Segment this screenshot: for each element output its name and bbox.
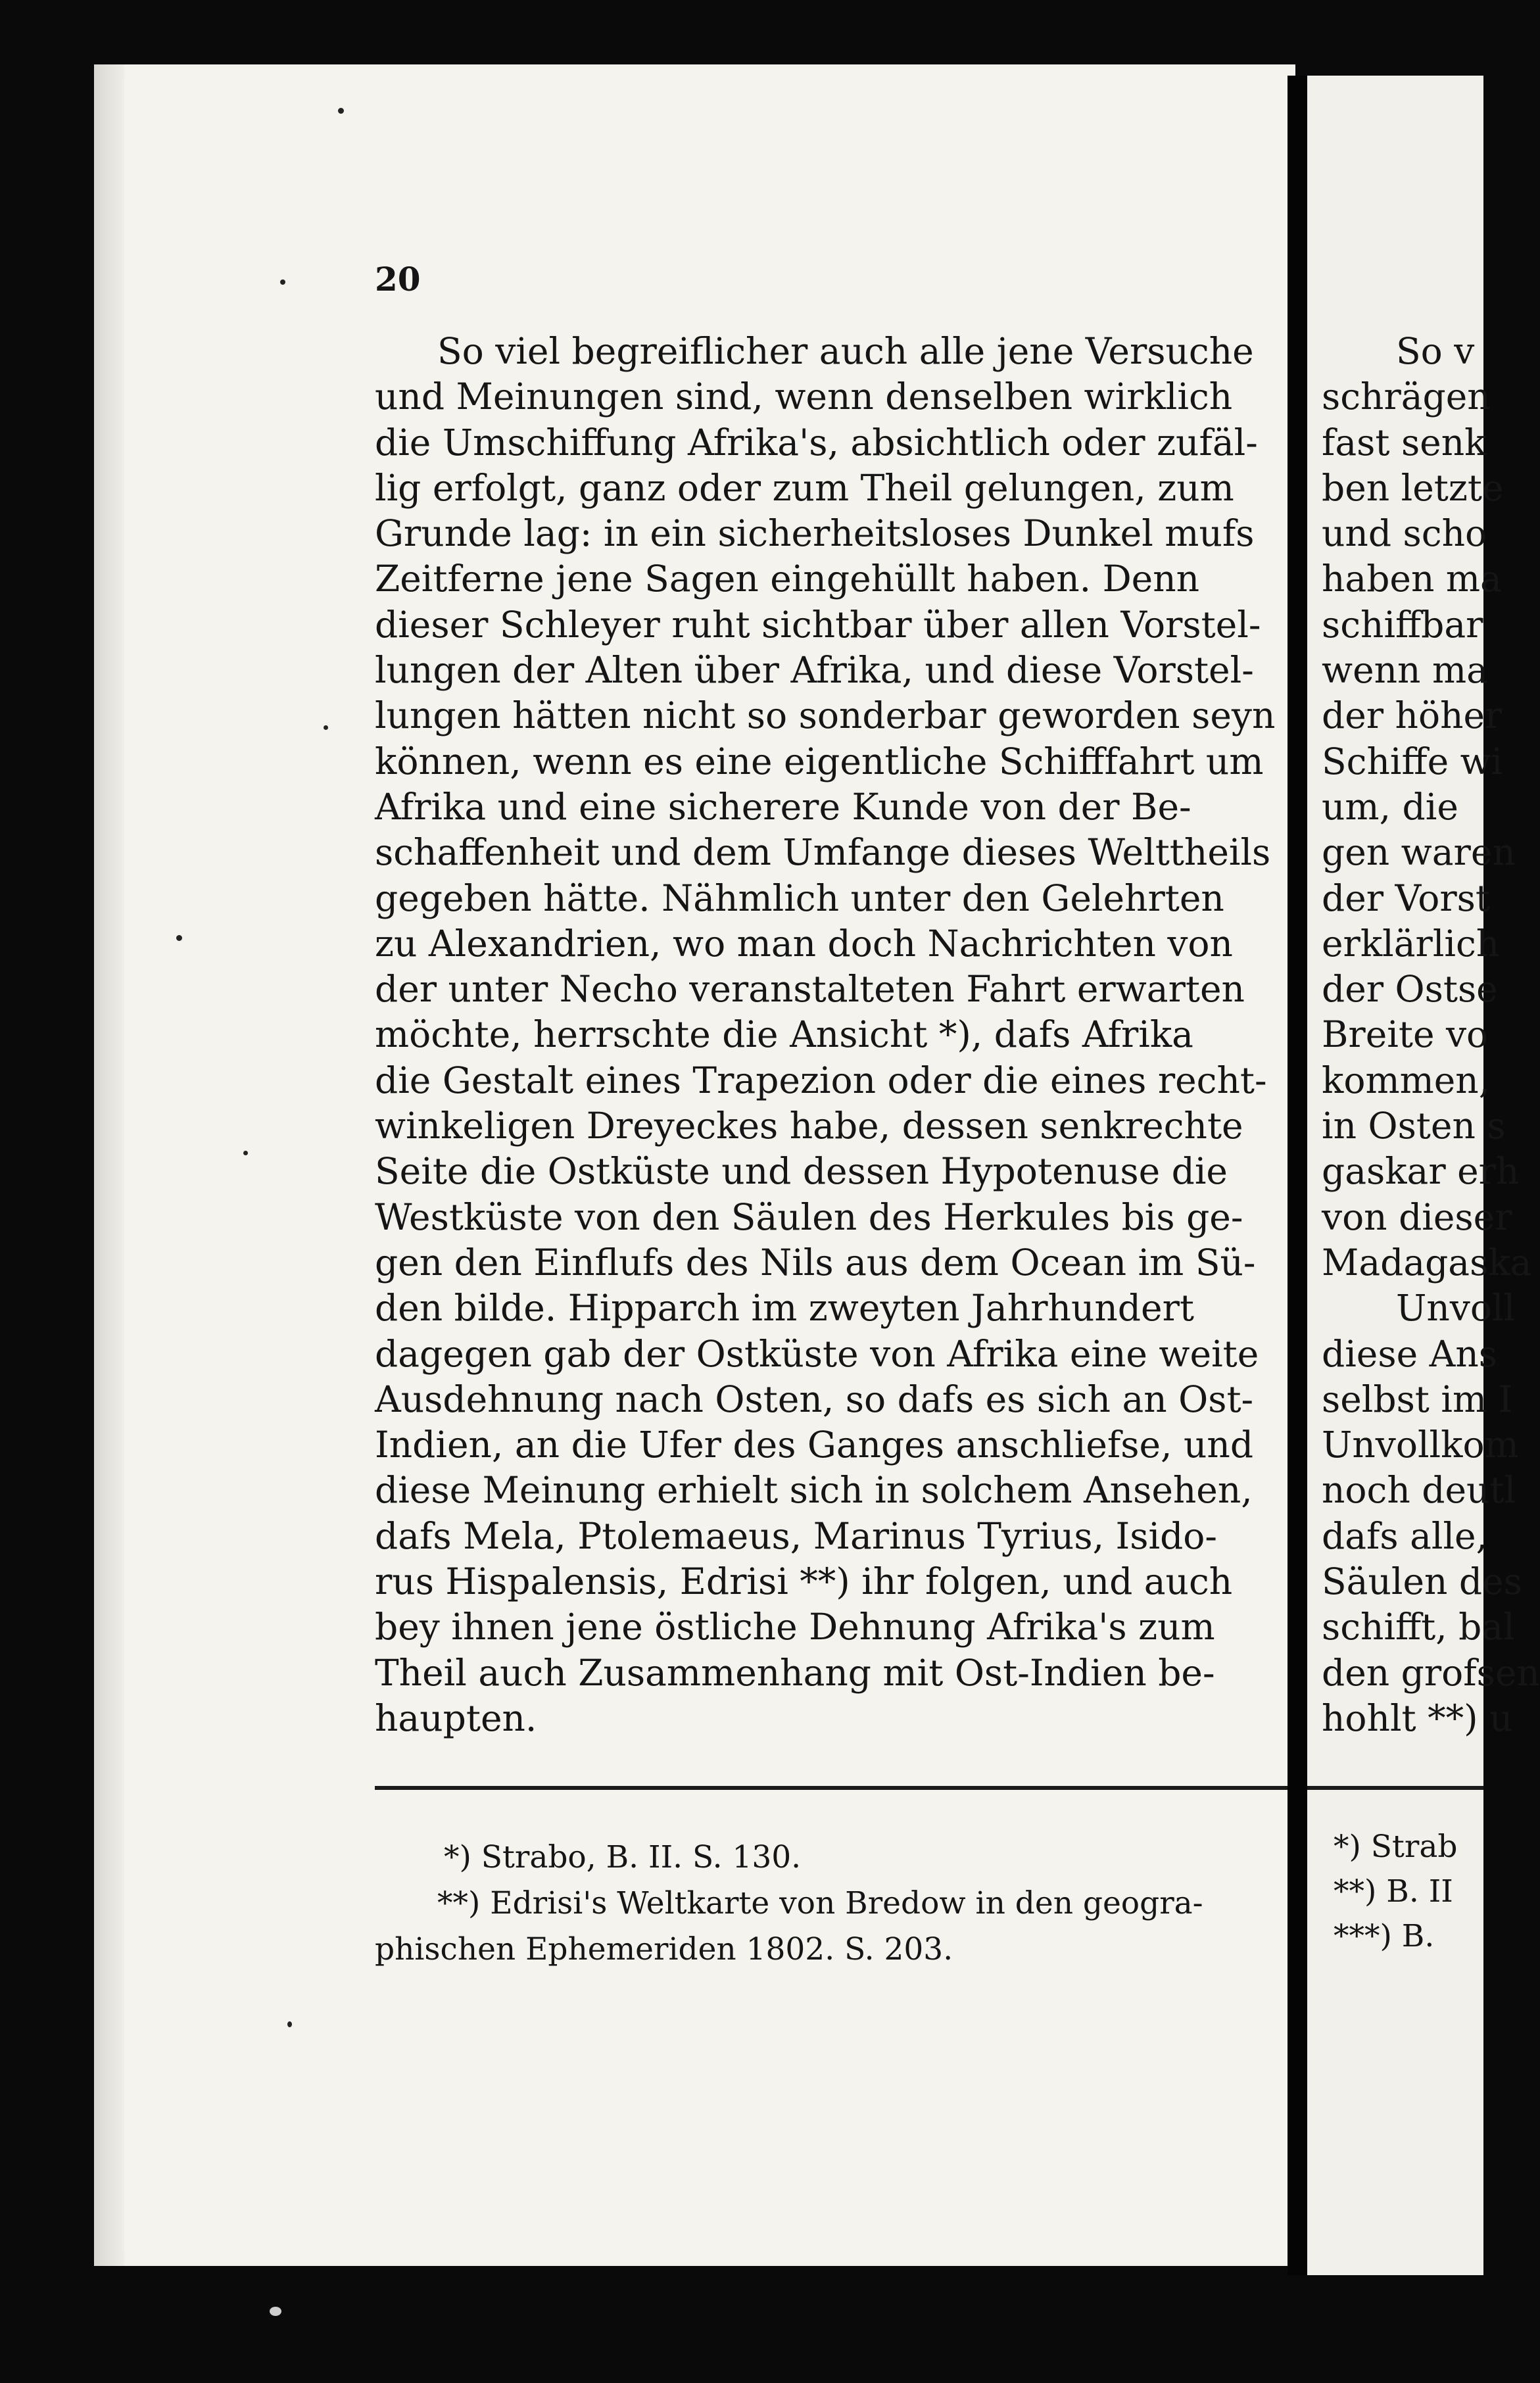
- left-page-edge: [94, 64, 124, 2266]
- text-line: Madagaska: [1322, 1241, 1532, 1284]
- text-line: können, wenn es eine eigentliche Schifffahrt um: [375, 740, 1264, 782]
- text-line: Ausdehnung nach Osten, so dafs es sich an Ost-: [375, 1378, 1254, 1420]
- footnote-divider: [375, 1786, 1295, 1790]
- footnote-line: **) B. II: [1334, 1873, 1453, 1910]
- text-line: um, die: [1322, 785, 1458, 828]
- text-line: dafs Mela, Ptolemaeus, Marinus Tyrius, Isido-: [375, 1514, 1217, 1557]
- text-line: ben letzte: [1322, 466, 1504, 509]
- text-line: in Osten s: [1322, 1105, 1506, 1147]
- text-line: gen den Einflufs des Nils aus dem Ocean im Sü-: [375, 1241, 1256, 1284]
- text-line: Zeitferne jene Sagen eingehüllt haben. Denn: [375, 558, 1200, 600]
- footnote-line: **) Edrisi's Weltkarte von Bredow in den geogra-: [437, 1885, 1203, 1921]
- text-line: diese Meinung erhielt sich in solchem Ansehen,: [375, 1469, 1253, 1512]
- text-line: den bilde. Hipparch im zweyten Jahrhundert: [375, 1287, 1194, 1330]
- main-text: [375, 329, 1289, 1741]
- right-footnote-divider: [1307, 1786, 1483, 1790]
- book-gutter: [1287, 76, 1307, 2275]
- footnotes: [375, 1835, 1289, 1973]
- text-line: dafs alle,: [1322, 1514, 1488, 1557]
- text-line: Theil auch Zusammenhang mit Ost-Indien be-: [375, 1651, 1215, 1694]
- text-line: Westküste von den Säulen des Herkules bis ge-: [375, 1195, 1243, 1238]
- text-line: haupten.: [375, 1697, 537, 1739]
- page-number: 20: [375, 260, 421, 299]
- text-line: hohlt **) u: [1322, 1697, 1513, 1739]
- text-line: schrägen: [1322, 375, 1491, 418]
- text-line: zu Alexandrien, wo man doch Nachrichten von: [375, 922, 1233, 965]
- text-line: und scho: [1322, 512, 1487, 555]
- text-line: bey ihnen jene östliche Dehnung Afrika's zum: [375, 1606, 1215, 1649]
- text-line: lungen der Alten über Afrika, und diese Vorstel-: [375, 649, 1254, 692]
- text-line: haben ma: [1322, 558, 1502, 600]
- text-line: kommen,: [1322, 1059, 1491, 1101]
- text-line: und Meinungen sind, wenn denselben wirklich: [375, 375, 1233, 418]
- right-page: [1307, 76, 1540, 2275]
- dust-speck: [287, 2021, 292, 2027]
- footnote-line: *) Strab: [1334, 1829, 1458, 1865]
- text-line: Säulen des: [1322, 1560, 1522, 1603]
- text-line: Seite die Ostküste und dessen Hypotenuse die: [375, 1150, 1228, 1193]
- text-line: lungen hätten nicht so sonderbar geworden seyn: [375, 694, 1276, 737]
- text-line: dieser Schleyer ruht sichtbar über allen Vorstel-: [375, 603, 1261, 646]
- text-line: schaffenheit und dem Umfange dieses Welttheils: [375, 831, 1271, 874]
- text-line: von dieser: [1322, 1195, 1512, 1238]
- text-line: die Gestalt eines Trapezion oder die eines recht-: [375, 1059, 1267, 1101]
- text-line: noch deutl: [1322, 1469, 1516, 1512]
- text-line: diese Ans: [1322, 1332, 1497, 1375]
- text-line: der Vorst: [1322, 877, 1490, 919]
- text-line: möchte, herrschte die Ansicht *), dafs Afrika: [375, 1013, 1193, 1056]
- text-line: schiffbar: [1322, 603, 1483, 646]
- text-line: Afrika und eine sicherere Kunde von der Be-: [375, 785, 1191, 828]
- right-footnotes: [1307, 1825, 1483, 1959]
- text-line: gegeben hätte. Nähmlich unter den Gelehrten: [375, 877, 1224, 919]
- footnote-line: ***) B.: [1334, 1918, 1435, 1954]
- text-line: schifft, bal: [1322, 1606, 1515, 1649]
- text-line: erklärlich: [1322, 922, 1500, 965]
- dust-speck: [280, 279, 285, 285]
- text-line: lig erfolgt, ganz oder zum Theil gelungen, zum: [375, 466, 1234, 509]
- text-line: die Umschiffung Afrika's, absichtlich oder zufäl-: [375, 421, 1258, 464]
- text-line: der unter Necho veranstalteten Fahrt erwarten: [375, 968, 1245, 1011]
- dust-speck: [270, 2307, 281, 2316]
- footnote-line: phischen Ephemeriden 1802. S. 203.: [375, 1931, 953, 1967]
- text-line: gaskar erh: [1322, 1150, 1520, 1193]
- right-page-text: [1307, 329, 1540, 1741]
- text-line: So v: [1396, 330, 1475, 372]
- text-line: der Ostse: [1322, 968, 1498, 1011]
- text-line: Breite vo: [1322, 1013, 1489, 1056]
- dust-speck: [176, 935, 182, 941]
- text-line: Unvollkom: [1322, 1424, 1519, 1466]
- text-line: gen waren: [1322, 831, 1516, 874]
- text-line: wenn ma: [1322, 649, 1488, 692]
- text-line: rus Hispalensis, Edrisi **) ihr folgen, und auch: [375, 1560, 1233, 1603]
- text-line: der höher: [1322, 694, 1503, 737]
- dust-speck: [243, 1151, 248, 1155]
- text-line: Schiffe wi: [1322, 740, 1503, 782]
- text-line: den grofsen: [1322, 1651, 1540, 1694]
- text-line: dagegen gab der Ostküste von Afrika eine weite: [375, 1332, 1259, 1375]
- footnote-line: *) Strabo, B. II. S. 130.: [444, 1839, 802, 1875]
- text-line: Grunde lag: in ein sicherheitsloses Dunkel mufs: [375, 512, 1255, 555]
- dust-speck: [338, 108, 344, 114]
- text-line: winkeligen Dreyeckes habe, dessen senkrechte: [375, 1105, 1243, 1147]
- text-line: selbst im I: [1322, 1378, 1513, 1420]
- text-line: Unvoll: [1396, 1287, 1516, 1330]
- text-line: Indien, an die Ufer des Ganges anschliefse, und: [375, 1424, 1254, 1466]
- dust-speck: [324, 725, 328, 730]
- text-line: So viel begreiflicher auch alle jene Versuche: [437, 330, 1254, 372]
- text-line: fast senk: [1322, 421, 1487, 464]
